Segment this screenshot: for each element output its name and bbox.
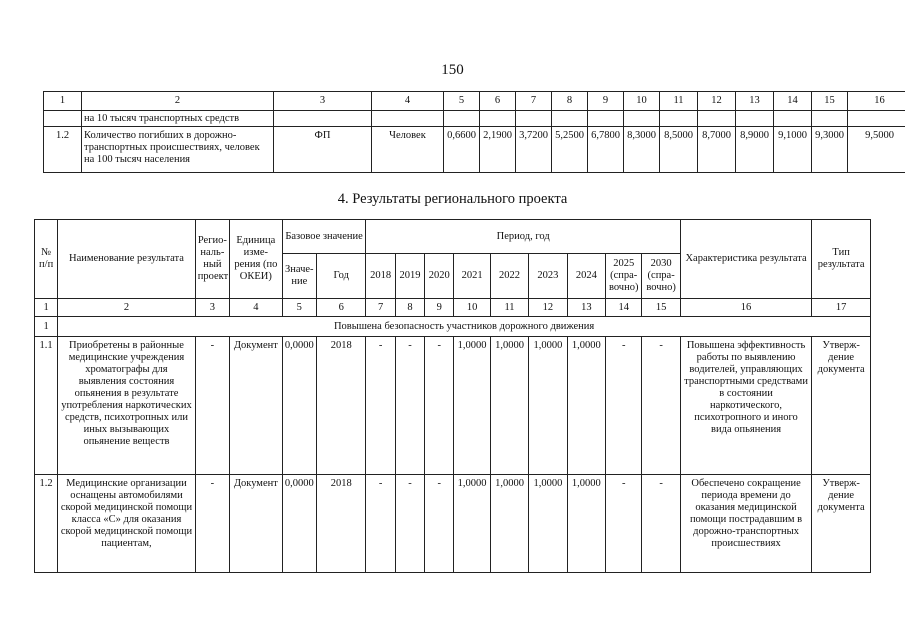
- indicator-value: 8,9000: [736, 127, 774, 173]
- result-characteristic: Обеспечено сокращение периода времени до оказания медицинской помощи пострадавшим в дорожно-транспортных происшествиях: [680, 475, 811, 573]
- result-characteristic: Повышена эффективность работы по выявлению водителей, управляющих транспортными средствами в состоянии наркотического, психотропного и иного вида опьянения: [680, 337, 811, 475]
- section-title: 4. Результаты регионального проекта: [337, 191, 568, 207]
- column-number: 3: [195, 299, 229, 317]
- results-header-row: [35, 220, 871, 254]
- column-number: 11: [490, 299, 528, 317]
- column-number: 16: [848, 92, 905, 111]
- header-year: 2019: [395, 254, 424, 299]
- result-value: -: [425, 337, 454, 475]
- header-year: 2018: [366, 254, 395, 299]
- result-value: 1,0000: [529, 337, 567, 475]
- result-value: -: [366, 337, 395, 475]
- table-row: [35, 475, 871, 573]
- column-number: 15: [812, 92, 848, 111]
- result-value: 1,0000: [529, 475, 567, 573]
- result-type: Утверж-дение документа: [812, 337, 871, 475]
- column-number: 2: [82, 92, 274, 111]
- indicator-value: 9,3000: [812, 127, 848, 173]
- header-year: 2020: [425, 254, 454, 299]
- table1-header-row: [44, 92, 905, 111]
- column-number: 11: [660, 92, 698, 111]
- column-number: 8: [552, 92, 588, 111]
- header-regional: Регио-наль-ный проект: [195, 220, 229, 299]
- column-number: 1: [35, 299, 58, 317]
- column-number: 14: [774, 92, 812, 111]
- header-type: Тип результата: [812, 220, 871, 299]
- table1-continuation-row: [44, 111, 905, 127]
- table-row: [35, 337, 871, 475]
- indicator-value: 9,5000: [848, 127, 905, 173]
- result-type: Утверж-дение документа: [812, 475, 871, 573]
- column-number: 2: [58, 299, 195, 317]
- column-number: 6: [480, 92, 516, 111]
- indicator-value: 3,7200: [516, 127, 552, 173]
- result-unit: Документ: [230, 337, 283, 475]
- column-number: 5: [444, 92, 480, 111]
- header-year: 2022: [490, 254, 528, 299]
- header-year: 2024: [567, 254, 605, 299]
- result-value: -: [395, 475, 424, 573]
- continuation-text: на 10 тысяч транспортных средств: [82, 111, 274, 127]
- page-number: 150: [441, 62, 464, 78]
- indicator-value: 8,3000: [624, 127, 660, 173]
- header-year: 2025 (спра-вочно): [606, 254, 642, 299]
- column-number: 9: [588, 92, 624, 111]
- column-number: 3: [274, 92, 372, 111]
- header-year: 2030 (спра-вочно): [642, 254, 680, 299]
- header-characteristic: Характеристика результата: [680, 220, 811, 299]
- result-value: -: [606, 475, 642, 573]
- result-name: Медицинские организации оснащены автомобилями скорой медицинской помощи класса «С» для оказания скорой медицинской помощи пациентам,: [58, 475, 195, 573]
- indicator-name: Количество погибших в дорожно-транспортных происшествиях, человек на 100 тысяч населения: [82, 127, 274, 173]
- result-value: -: [366, 475, 395, 573]
- row-number: 1.2: [44, 127, 82, 173]
- result-unit: Документ: [230, 475, 283, 573]
- column-number: 15: [642, 299, 680, 317]
- indicator-value: 8,7000: [698, 127, 736, 173]
- column-number: 12: [698, 92, 736, 111]
- column-number: 5: [282, 299, 316, 317]
- header-year: 2021: [454, 254, 490, 299]
- indicator-value: 0,6600: [444, 127, 480, 173]
- indicator-value: 2,1900: [480, 127, 516, 173]
- result-value: -: [395, 337, 424, 475]
- column-number: 14: [606, 299, 642, 317]
- result-regional: -: [195, 475, 229, 573]
- column-number: 7: [516, 92, 552, 111]
- result-base-year: 2018: [316, 475, 366, 573]
- column-number: 6: [316, 299, 366, 317]
- result-value: -: [425, 475, 454, 573]
- column-number: 13: [736, 92, 774, 111]
- indicator-value: 9,1000: [774, 127, 812, 173]
- result-value: -: [642, 337, 680, 475]
- column-number: 9: [425, 299, 454, 317]
- results-table: [34, 219, 871, 573]
- header-year: 2023: [529, 254, 567, 299]
- table-row: [44, 127, 905, 173]
- indicator-unit: Человек: [372, 127, 444, 173]
- result-name: Приобретены в районные медицинские учреждения хроматографы для выявления состояния опьянения в результате употребления наркотических средств, психотропных или иных вызывающих опьянение веществ: [58, 337, 195, 475]
- header-period: Период, год: [366, 220, 680, 254]
- header-base: Базовое значение: [282, 220, 366, 254]
- column-number: 7: [366, 299, 395, 317]
- result-value: 1,0000: [490, 337, 528, 475]
- column-number: 8: [395, 299, 424, 317]
- header-base-year: Год: [316, 254, 366, 299]
- result-base-value: 0,0000: [282, 475, 316, 573]
- indicator-value: 8,5000: [660, 127, 698, 173]
- section-heading: Повышена безопасность участников дорожного движения: [58, 317, 871, 337]
- header-unit: Единица изме-рения (по ОКЕИ): [230, 220, 283, 299]
- row-number: 1.1: [35, 337, 58, 475]
- result-value: 1,0000: [454, 475, 490, 573]
- indicator-value: 6,7800: [588, 127, 624, 173]
- section-number: 1: [35, 317, 58, 337]
- result-value: 1,0000: [454, 337, 490, 475]
- column-numbers-row: [35, 299, 871, 317]
- column-number: 4: [230, 299, 283, 317]
- result-base-year: 2018: [316, 337, 366, 475]
- column-number: 16: [680, 299, 811, 317]
- column-number: 13: [567, 299, 605, 317]
- section-row: [35, 317, 871, 337]
- result-base-value: 0,0000: [282, 337, 316, 475]
- row-number: 1.2: [35, 475, 58, 573]
- result-value: -: [642, 475, 680, 573]
- header-base-value: Значе-ние: [282, 254, 316, 299]
- indicator-level: ФП: [274, 127, 372, 173]
- column-number: 4: [372, 92, 444, 111]
- column-number: 10: [454, 299, 490, 317]
- header-num: № п/п: [35, 220, 58, 299]
- column-number: 12: [529, 299, 567, 317]
- result-value: 1,0000: [567, 337, 605, 475]
- indicator-value: 5,2500: [552, 127, 588, 173]
- column-number: 17: [812, 299, 871, 317]
- column-number: 1: [44, 92, 82, 111]
- header-name: Наименование результата: [58, 220, 195, 299]
- result-value: 1,0000: [490, 475, 528, 573]
- indicators-table-continuation: [43, 91, 905, 173]
- result-value: 1,0000: [567, 475, 605, 573]
- result-value: -: [606, 337, 642, 475]
- column-number: 10: [624, 92, 660, 111]
- result-regional: -: [195, 337, 229, 475]
